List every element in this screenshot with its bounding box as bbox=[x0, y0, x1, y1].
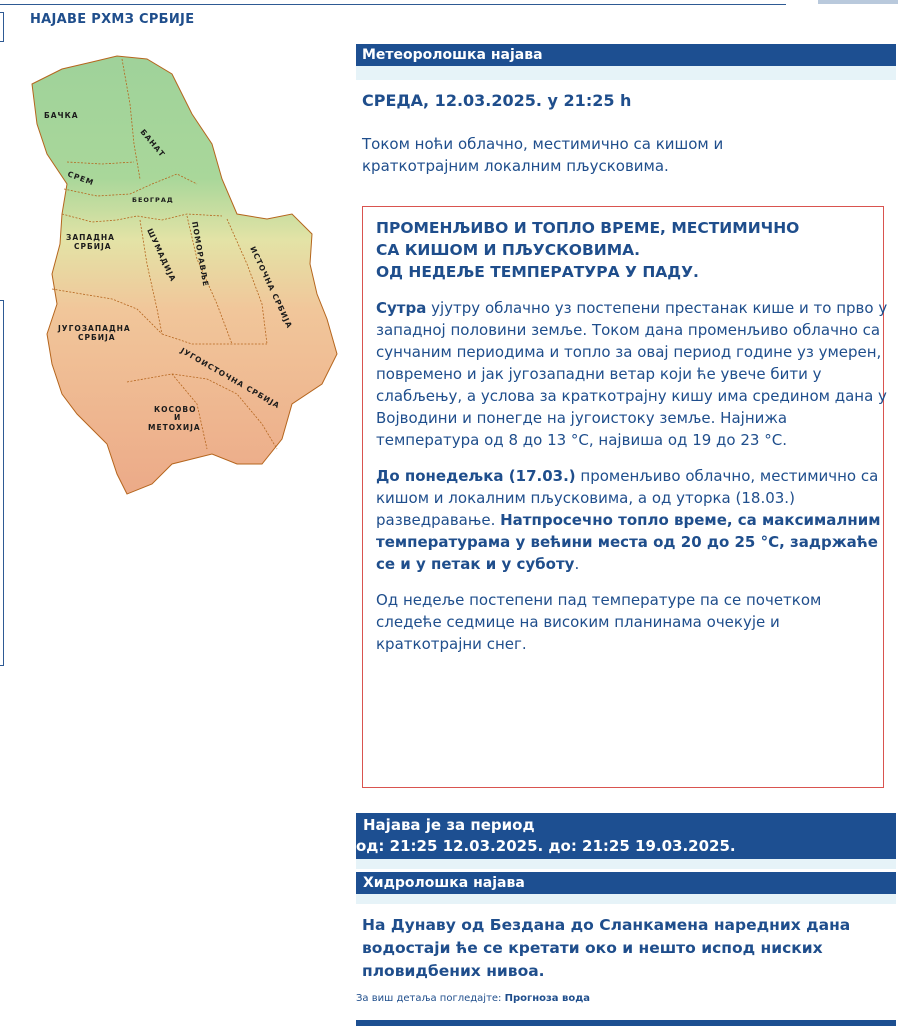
region-label: ПОМОРАВЉЕ bbox=[190, 220, 211, 288]
hydro-header: Хидролошка најава bbox=[356, 872, 896, 894]
region-label: ЗАПАДНА bbox=[66, 233, 115, 242]
region-label: ИСТОЧНА СРБИЈА bbox=[248, 245, 295, 331]
period-bar bbox=[356, 813, 896, 859]
headline-line: СА КИШОМ И ПЉУСКОВИМА. bbox=[376, 241, 641, 259]
water-forecast-link[interactable]: Прогноза вода bbox=[504, 993, 591, 1004]
period-band bbox=[356, 859, 896, 869]
sunday-paragraph: Од недеље постепени пад температуре па се почетком следеће седмице на високим планинама очекује и краткотрајни снег. bbox=[376, 591, 822, 653]
forecast-headline bbox=[376, 217, 881, 283]
region-label: ШУМАДИЈА bbox=[145, 227, 178, 284]
top-divider bbox=[0, 4, 786, 5]
outlook-end: . bbox=[574, 555, 580, 573]
region-label: КОСОВО bbox=[154, 405, 197, 414]
forecast-box bbox=[362, 206, 888, 788]
more-details bbox=[356, 993, 590, 1004]
region-label: БАНАТ bbox=[138, 127, 168, 160]
headline-line: ПРОМЕНЉИВО И ТОПЛО ВРЕМЕ, МЕСТИМИЧНО bbox=[376, 219, 800, 237]
outlook-bold: Натпросечно топло време, са максималним температурама у већини места од 20 до 25 °C, задржаће се и у петак и у суботу bbox=[376, 511, 881, 573]
region-label: СРБИЈА bbox=[78, 333, 116, 342]
left-panel-edge bbox=[0, 12, 4, 42]
bottom-bar bbox=[356, 1020, 896, 1026]
left-panel-edge-lower bbox=[0, 300, 4, 666]
region-label: СРБИЈА bbox=[74, 242, 112, 251]
night-summary: Током ноћи облачно, местимично са кишом и краткотрајним локалним пљусковима. bbox=[362, 135, 724, 175]
period-label: Најава је за период bbox=[363, 816, 535, 834]
region-label: БЕОГРАД bbox=[132, 196, 174, 204]
tomorrow-paragraph bbox=[376, 297, 888, 451]
region-label: И bbox=[174, 413, 182, 422]
region-label: ЈУГОЗАПАДНА bbox=[58, 324, 131, 333]
site-title: НАЈАВЕ РХМЗ СРБИЈЕ bbox=[30, 12, 195, 27]
hydro-forecast: На Дунаву од Бездана до Сланкамена наредних дана водостаји ће се кретати око и нешто испод ниских пловидбених нивоа. bbox=[362, 916, 851, 980]
outlook-text: променљиво облачно, местимично са кишом и локалним пљусковима, а од уторка (18.03.) разведравање. bbox=[376, 467, 879, 529]
outlook-paragraph bbox=[376, 465, 888, 575]
map-svg bbox=[22, 44, 342, 504]
tomorrow-text: ујутру облачно уз постепени престанак кише и то прво у западној половини земље. Током дана променљиво облачно са сунчаним периодима и топло за овај период године уз умерен, повремено и јак југозападни ветар који ће увече бити у слабљењу, а услова за краткотрајну кишу има средином дана у Војводини и понегде на југоистоку земље. Најнижа температура од 8 до 13 °C, највиша од 19 до 23 °C. bbox=[376, 299, 888, 449]
region-label: МЕТОХИЈА bbox=[148, 423, 201, 432]
headline-line: ОД НЕДЕЉЕ ТЕМПЕРАТУРА У ПАДУ. bbox=[376, 263, 699, 281]
region-label: СРЕМ bbox=[66, 169, 96, 188]
tomorrow-lead: Сутра bbox=[376, 299, 427, 317]
top-right-tab bbox=[818, 0, 898, 4]
period-range: од: 21:25 12.03.2025. до: 21:25 19.03.2025. bbox=[356, 837, 736, 855]
meteo-section bbox=[356, 44, 896, 177]
more-prefix: За виш детаља погледајте: bbox=[356, 993, 505, 1004]
region-label: ЈУГОИСТОЧНА СРБИЈА bbox=[179, 345, 282, 411]
hydro-header-band bbox=[356, 894, 896, 904]
forecast-datetime: СРЕДА, 12.03.2025. у 21:25 h bbox=[362, 91, 632, 110]
serbia-region-map[interactable] bbox=[22, 44, 342, 504]
meteo-header: Метеоролошка најава bbox=[356, 44, 896, 66]
region-label: БАЧКА bbox=[44, 111, 79, 120]
outlook-lead: До понедељка (17.03.) bbox=[376, 467, 576, 485]
meteo-header-band bbox=[356, 66, 896, 80]
